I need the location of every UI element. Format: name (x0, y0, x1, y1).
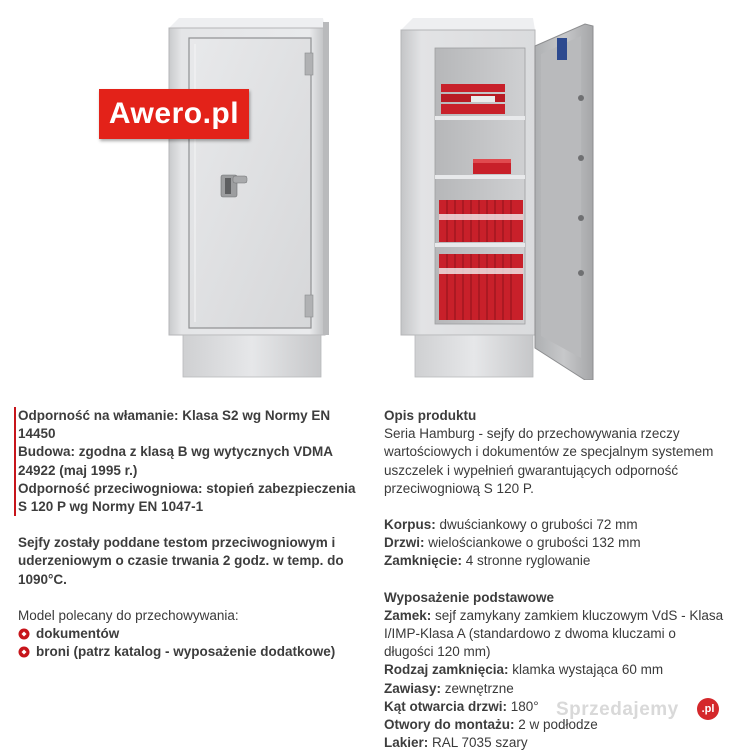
construction-row (384, 534, 729, 552)
row-value: 4 stronne ryglowanie (462, 553, 591, 569)
row-value: sejf zamykany zamkiem kluczowym VdS - Klasa I/IMP-Klasa A (standardowo z dwoma kluczami o długości 120 mm) (384, 607, 724, 660)
row-label: Zawiasy: (384, 680, 442, 696)
description-title: Opis produktu (384, 408, 477, 423)
row-value: wielościankowe o grubości 132 mm (424, 535, 641, 551)
spec-construction: Budowa: zgodna z klasą B wg wytycznych VDMA 24922 (maj 1995 r.) (18, 444, 333, 478)
row-value: 2 w podłodze (514, 717, 598, 733)
row-label: Lakier: (384, 735, 429, 751)
spec-fire: Odporność przeciwogniowa: stopień zabezpieczenia S 120 P wg Normy EN 1047-1 (18, 480, 356, 515)
equipment-title: Wyposażenie podstawowe (384, 589, 555, 605)
construction-row (384, 516, 729, 534)
row-label: Rodzaj zamknięcia: (384, 662, 509, 678)
row-value: klamka wystająca 60 mm (508, 662, 664, 678)
row-label: Drzwi: (384, 535, 425, 551)
recommended-intro: Model polecany do przechowywania: (18, 607, 239, 623)
red-bullet-icon (18, 646, 30, 658)
tests-paragraph: Sejfy zostały poddane testom przeciwogniowym i uderzeniowym o czasie trwania 2 godz. w temp. do 1090°C. (18, 535, 344, 587)
row-value: zewnętrzne (441, 680, 514, 696)
left-column (18, 407, 368, 661)
red-bullet-icon (18, 628, 30, 640)
awero-logo[interactable]: Awero.pl (99, 89, 249, 139)
open-safe-image (395, 18, 611, 380)
closed-safe-image (165, 18, 333, 380)
recommended-item: broni (patrz katalog - wyposażenie dodatkowe) (36, 644, 336, 660)
certification-specs (14, 407, 368, 516)
equipment-row (384, 607, 729, 662)
construction-row (384, 552, 729, 570)
list-item (18, 643, 368, 661)
row-label: Kąt otwarcia drzwi: (384, 698, 508, 714)
equipment-row (384, 734, 729, 752)
list-item (18, 625, 368, 643)
equipment-row (384, 680, 729, 698)
row-label: Otwory do montażu: (384, 717, 515, 733)
row-label: Zamknięcie: (384, 553, 463, 569)
row-value: RAL 7035 szary (428, 735, 528, 751)
row-label: Zamek: (384, 607, 432, 623)
description-text: Seria Hamburg - sejfy do przechowywania rzeczy wartościowych i dokumentów ze specjalnym systemem uszczelek i wypełnień gwarantujących odporność przeciwogniową S 120 P. (384, 426, 714, 496)
spec-burglary: Odporność na włamanie: Klasa S2 wg Normy EN 14450 (18, 408, 331, 442)
recommended-item: dokumentów (36, 626, 120, 642)
sprzedajemy-watermark: Sprzedajemy (556, 699, 679, 720)
row-value: dwuściankowy o grubości 72 mm (435, 517, 638, 533)
sprzedajemy-watermark-badge: .pl (697, 698, 719, 720)
row-label: Korpus: (384, 517, 436, 533)
equipment-row (384, 661, 729, 679)
row-value: 180° (507, 698, 539, 714)
